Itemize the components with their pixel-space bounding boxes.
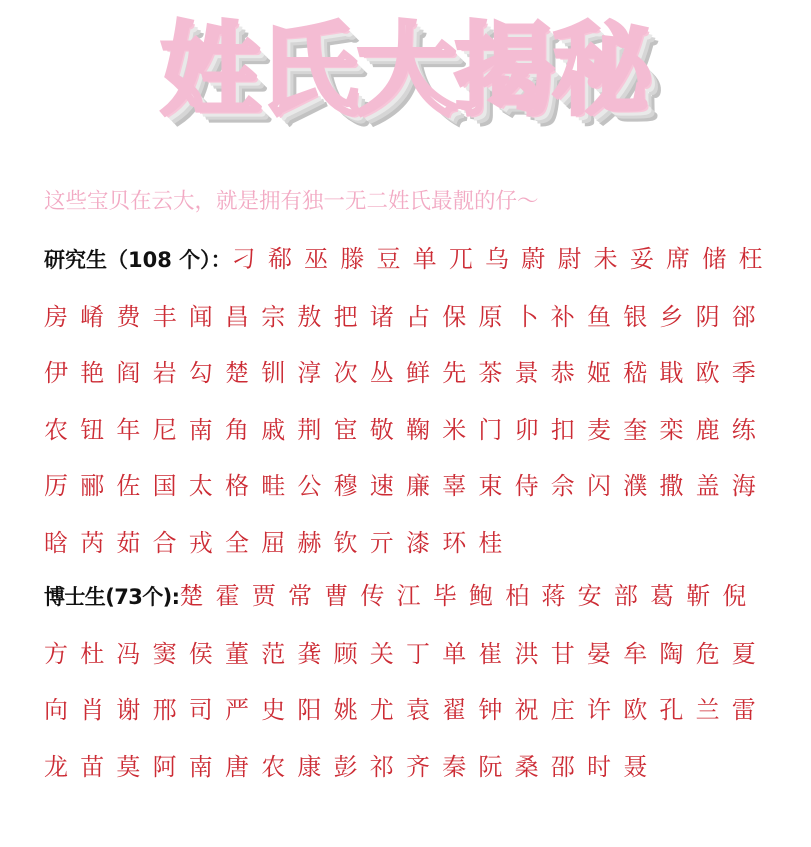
master-surname-list: 刁郗巫滕豆单兀乌蔚尉未妥席储枉房崤费丰闻昌宗敖把诸占保原卜补鱼银乡阴郤伊艳阎岩勾楚钏淳次丛鲜先茶景恭姬嵇戢欧季农钮年尼南角戚荆宦敬鞠米门卯扣麦奎栾鹿练厉郦佐国太格畦公穆速廉辜束侍佘闪濮撒盖海晗芮茹合戎全屈赫钦亓漆环桂 xyxy=(44,245,775,557)
phd-students-section xyxy=(44,568,784,795)
page-title: 姓氏大揭秘 xyxy=(160,12,651,129)
title-banner xyxy=(0,6,811,136)
phd-students-label: 博士生(73个): xyxy=(44,585,180,609)
phd-surname-list: 楚霍贾常曹传江毕鲍柏蒋安部葛靳倪方杜冯窦侯董范龚顾关丁单崔洪甘晏牟陶危夏向肖谢邢司严史阳姚尤袁翟钟祝庄许欧孔兰雷龙苗莫阿南唐农康彭祁齐秦阮桑邵时聂 xyxy=(44,582,768,781)
subtitle: 这些宝贝在云大，就是拥有独一无二姓氏最靓的仔～ xyxy=(44,189,539,214)
master-students-label: 研究生（108 个）： xyxy=(44,248,232,272)
master-students-section xyxy=(44,231,784,571)
